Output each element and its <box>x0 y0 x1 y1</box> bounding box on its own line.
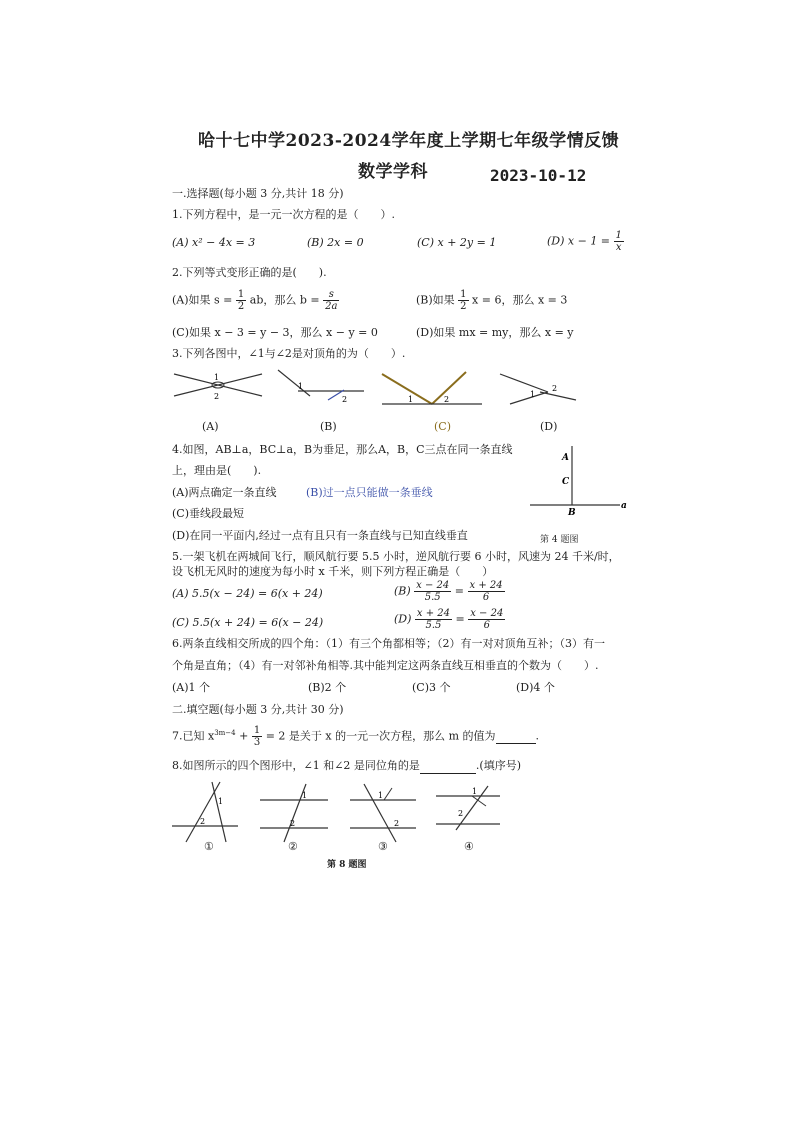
q2-stem: 2.下列等式变形正确的是( ). <box>172 266 327 279</box>
q8-line <box>172 759 521 774</box>
q3-figure-b[interactable] <box>278 370 364 404</box>
q3-label-c: (C) <box>434 420 451 433</box>
q8-label-2: ② <box>288 840 298 853</box>
q1-option-c[interactable]: (C) x + 2y = 1 <box>417 236 497 249</box>
q8-f1-angle2: 2 <box>200 817 206 826</box>
q3-label-b: (B) <box>320 420 337 433</box>
q1-stem: 1.下列方程中，是一元一次方程的是（ ）. <box>172 208 395 221</box>
q5-b-prefix: (B) <box>394 584 411 598</box>
q7-suffix: = 2 是关于 x 的一元一次方程，那么 m 的值为 <box>265 729 496 743</box>
q2-a-prefix: (A)如果 s = <box>172 293 233 307</box>
q3-label-a: (A) <box>202 420 219 433</box>
q1-d-prefix: (D) x − 1 = <box>547 234 611 248</box>
q7-prefix: 7.已知 x <box>172 729 215 743</box>
q2-option-b[interactable] <box>416 289 567 312</box>
q8-answer-blank[interactable] <box>420 759 476 774</box>
q3-a-angle1: 1 <box>214 373 220 382</box>
q2-b-prefix: (B)如果 <box>416 293 455 307</box>
exam-title: 哈十七中学2023-2024学年度上学期七年级学情反馈 <box>198 131 620 151</box>
q7-fraction: $\frac{1}{3}$ <box>253 725 261 748</box>
q7-line <box>172 725 539 748</box>
q2-b-frac: $\frac{1}{2}$ <box>460 289 467 312</box>
q4-option-a[interactable]: (A)两点确定一条直线 <box>172 486 277 499</box>
q5-option-d[interactable] <box>394 608 505 631</box>
q8-figure-1[interactable] <box>172 782 238 842</box>
q1-option-b[interactable]: (B) 2x = 0 <box>307 236 364 249</box>
q8-stem: 8.如图所示的四个图形中，∠1 和∠2 是同位角的是 <box>172 759 420 772</box>
q5-stem-line1: 5.一架飞机在两城间飞行，顺风航行要 5.5 小时，逆风航行要 6 小时，风速为 24 千米/时， <box>172 550 620 563</box>
q8-f4-angle2: 2 <box>458 809 464 818</box>
exam-date: 2023-10-12 <box>490 166 587 185</box>
q6-option-d[interactable]: (D)4 个 <box>516 681 555 694</box>
q3-b-angle1: 1 <box>298 382 304 391</box>
q4-line-a: a <box>621 501 627 511</box>
q5-stem-line2: 设飞机无风时的速度为每小时 x 千米，则下列方程正确是（ ） <box>172 565 494 578</box>
q3-stem: 3.下列各图中，∠1与∠2是对顶角的为（ ）. <box>172 347 406 360</box>
q6-stem-line2: 个角是直角；（4）有一对邻补角相等.其中能判定这两条直线互相垂直的个数为（ ）. <box>172 659 599 672</box>
q8-figure-2[interactable] <box>260 784 328 842</box>
q2-option-d[interactable]: (D)如果 mx = my，那么 x = y <box>416 326 574 339</box>
q4-stem-line1: 4.如图，AB⊥a，BC⊥a，B为垂足，那么A，B，C三点在同一条直线 <box>172 443 513 456</box>
q6-stem-line1: 6.两条直线相交所成的四个角：（1）有三个角都相等；（2）有一对对顶角互补；（3）有一 <box>172 637 605 650</box>
q8-figures <box>168 780 508 844</box>
q3-figure-a[interactable] <box>174 373 262 401</box>
q4-option-d[interactable]: (D)在同一平面内,经过一点有且只有一条直线与已知直线垂直 <box>172 529 468 542</box>
q7-exponent: 3m−4 <box>214 728 236 737</box>
q4-point-b: B <box>568 508 576 515</box>
q8-figure-3[interactable] <box>350 784 416 842</box>
q7-answer-blank[interactable] <box>496 730 536 744</box>
q8-f2-angle1: 1 <box>302 791 308 800</box>
q4-point-c: C <box>562 477 570 487</box>
q5-d-frac2: $\frac{x - 24}{6}$ <box>470 608 504 631</box>
q3-figures <box>170 364 590 432</box>
q3-a-angle2: 2 <box>214 392 220 401</box>
section2-heading: 二.填空题(每小题 3 分,共计 30 分) <box>172 703 344 716</box>
q2-a-frac1: $\frac{1}{2}$ <box>237 289 245 312</box>
q3-figure-d[interactable] <box>500 374 576 404</box>
q4-option-b[interactable]: (B)过一点只能做一条垂线 <box>306 486 433 499</box>
q6-option-a[interactable]: (A)1 个 <box>172 681 211 694</box>
q7-plus: + <box>239 729 249 743</box>
q8-label-4: ④ <box>464 840 474 853</box>
q3-c-angle2: 2 <box>444 395 450 404</box>
q8-f1-angle1: 1 <box>218 797 224 806</box>
q5-option-c[interactable]: (C) 5.5(x + 24) = 6(x − 24) <box>172 616 324 629</box>
q3-c-angle1: 1 <box>408 395 414 404</box>
q8-label-3: ③ <box>378 840 388 853</box>
q5-d-eq: = <box>455 612 465 626</box>
q2-a-frac2: $\frac{s}{2a}$ <box>325 289 338 312</box>
q4-fig-caption: 第 4 题图 <box>540 535 579 545</box>
q8-fig-caption: 第 8 题图 <box>327 860 367 870</box>
q8-end: .(填序号) <box>475 759 522 772</box>
q1-option-d[interactable] <box>547 230 624 253</box>
q8-f2-angle2: 2 <box>290 819 296 828</box>
q8-label-1: ① <box>204 840 214 853</box>
q4-stem-line2: 上，理由是( ). <box>172 464 262 477</box>
q2-b-suffix: x = 6，那么 x = 3 <box>472 293 568 307</box>
q3-label-d: (D) <box>540 420 558 433</box>
q3-d-angle2: 2 <box>552 384 558 393</box>
q5-option-a[interactable]: (A) 5.5(x − 24) = 6(x + 24) <box>172 587 323 600</box>
q4-figure <box>520 440 630 515</box>
q2-a-mid: ab，那么 b = <box>249 293 320 307</box>
q5-b-frac1: $\frac{x - 24}{5.5}$ <box>416 580 450 603</box>
q8-f4-angle1: 1 <box>472 787 478 796</box>
q8-figure-4[interactable] <box>436 786 500 830</box>
section1-heading: 一.选择题(每小题 3 分,共计 18 分) <box>172 187 344 200</box>
q8-f3-angle1: 1 <box>378 791 384 800</box>
q6-option-c[interactable]: (C)3 个 <box>412 681 451 694</box>
q5-option-b[interactable] <box>394 580 505 603</box>
q3-b-angle2: 2 <box>342 395 348 404</box>
subject-title: 数学学科 <box>358 162 428 182</box>
q5-d-frac1: $\frac{x + 24}{5.5}$ <box>416 608 451 631</box>
q1-option-a[interactable]: (A) x² − 4x = 3 <box>172 236 256 249</box>
q7-end: . <box>535 729 540 743</box>
q2-option-c[interactable]: (C)如果 x − 3 = y − 3，那么 x − y = 0 <box>172 326 378 339</box>
q2-option-a[interactable] <box>172 289 339 312</box>
q8-f3-angle2: 2 <box>394 819 400 828</box>
q5-b-frac2: $\frac{x + 24}{6}$ <box>469 580 503 603</box>
q4-point-a: A <box>562 453 569 463</box>
q5-d-prefix: (D) <box>394 612 412 626</box>
q3-d-angle1: 1 <box>530 390 536 399</box>
q5-b-eq: = <box>454 584 464 598</box>
q4-option-c[interactable]: (C)垂线段最短 <box>172 507 244 520</box>
q1-d-fraction: $\frac{1}{x}$ <box>615 230 622 253</box>
q6-option-b[interactable]: (B)2 个 <box>308 681 347 694</box>
q3-figure-c[interactable] <box>382 372 482 404</box>
